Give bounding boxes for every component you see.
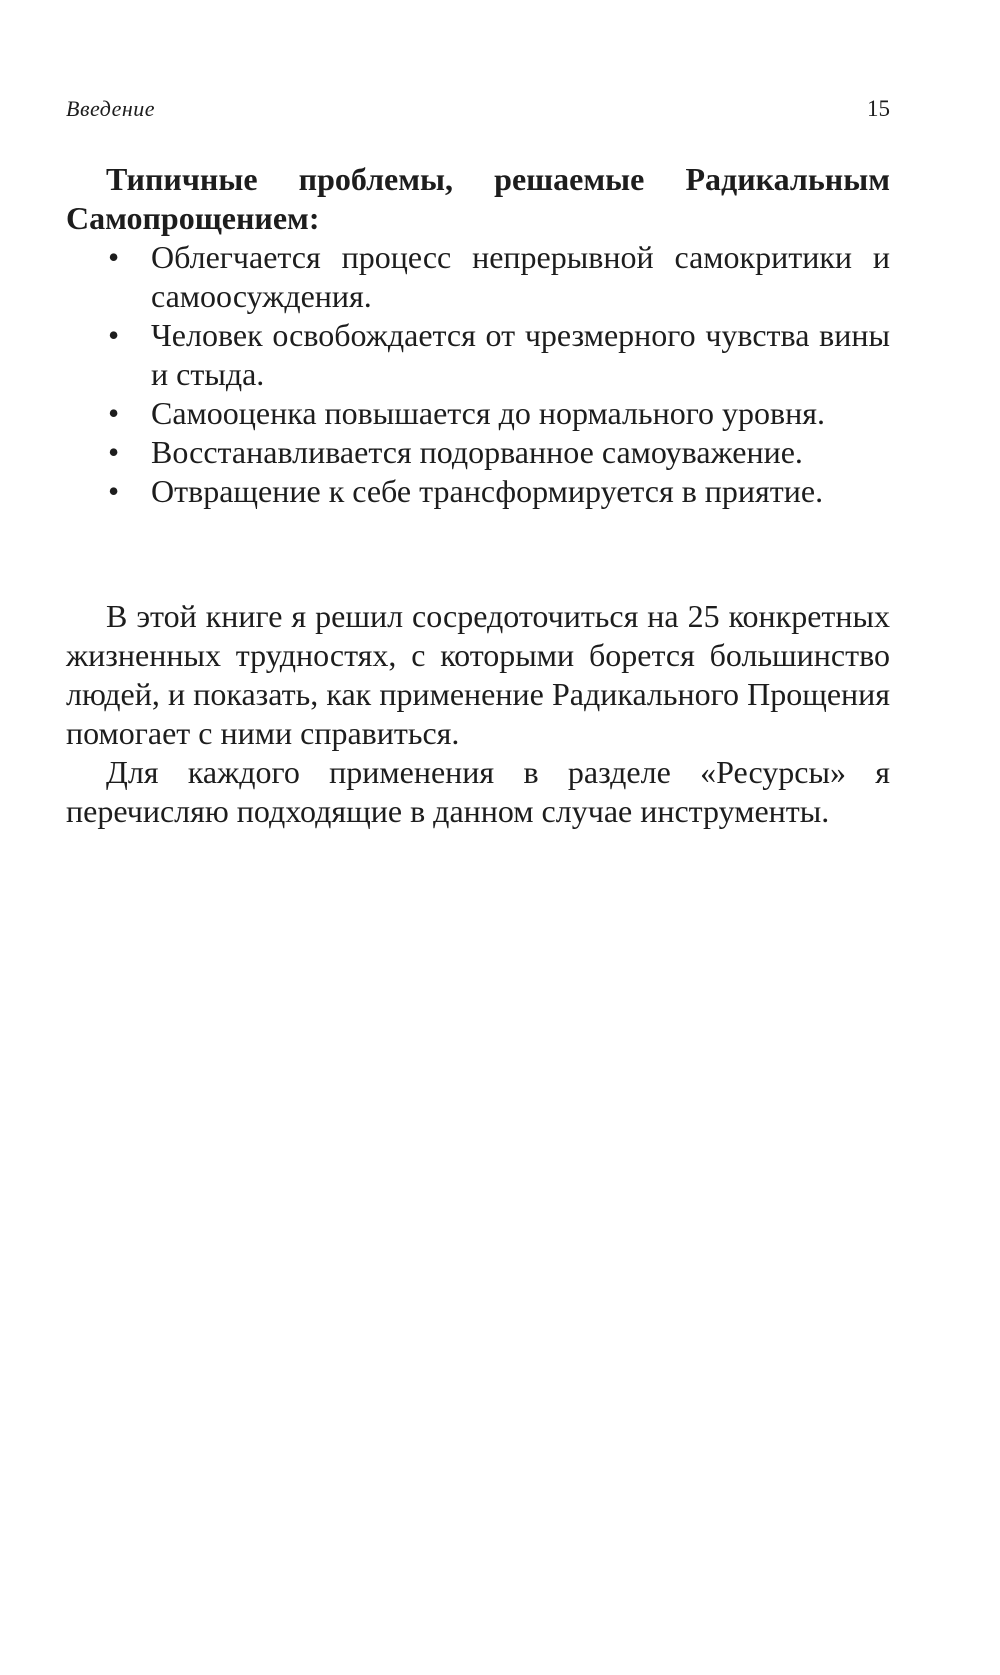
list-item — [66, 472, 890, 511]
page-number: 15 — [867, 96, 890, 121]
bullet-icon: • — [108, 434, 120, 470]
list-item-text: Отвращение к себе трансформируется в приятие. — [151, 473, 824, 509]
chapter-title: Введение — [66, 96, 156, 121]
bullet-icon: • — [108, 317, 120, 353]
problems-list — [66, 238, 890, 511]
list-item-text: Восстанавливается подорванное самоуважение. — [151, 434, 803, 470]
list-item — [66, 433, 890, 472]
section-heading: Типичные проблемы, решаемые Радикальным Самопрощением: — [66, 161, 890, 236]
list-item-text: Облегчается процесс непрерывной самокритики и самоосуждения. — [151, 239, 890, 314]
bullet-icon: • — [108, 473, 120, 509]
list-item-text: Человек освобождается от чрезмерного чувства вины и стыда. — [151, 317, 890, 392]
list-item — [66, 238, 890, 316]
body-text — [66, 597, 890, 831]
paragraph: В этой книге я решил сосредоточиться на 25 конкретных жизненных трудностях, с которыми борется большинство людей, и показать, как применение Радикального Прощения помогает с ними справиться. — [66, 598, 890, 751]
list-item — [66, 316, 890, 394]
running-head — [66, 96, 890, 126]
paragraph: Для каждого применения в разделе «Ресурсы» я перечисляю подходящие в данном случае инструменты. — [66, 754, 890, 829]
bullet-icon: • — [108, 395, 120, 431]
problems-section — [66, 160, 890, 511]
list-item-text: Самооценка повышается до нормального уровня. — [151, 395, 825, 431]
bullet-icon: • — [108, 239, 120, 275]
list-item — [66, 394, 890, 433]
